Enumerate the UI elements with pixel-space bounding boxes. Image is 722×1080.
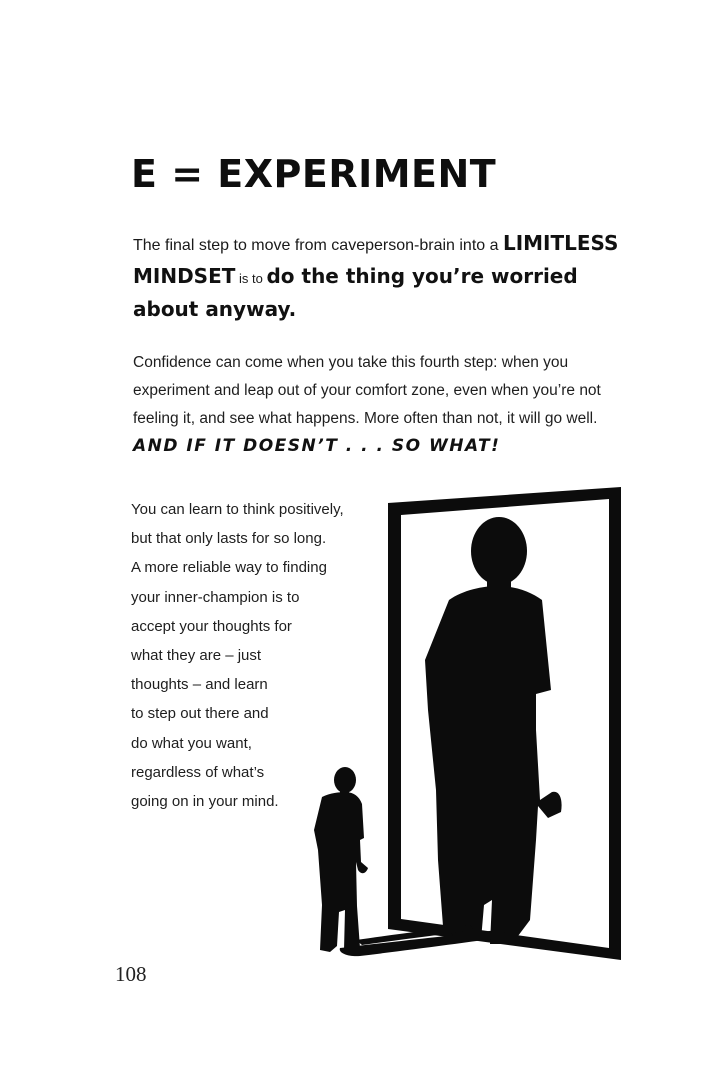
intro-connector: is to (235, 271, 267, 286)
side-text-line: do what you want, (131, 734, 252, 752)
reflection-silhouette (425, 517, 562, 944)
exclamation-line: AND IF IT DOESN’T . . . SO WHAT! (133, 436, 501, 456)
side-text-line: what they are – just (131, 647, 262, 665)
page-number: 108 (115, 962, 147, 986)
body-paragraph: Confidence can come when you take this fourth step: when you experiment and leap out of your comfort zone, even when you’re not feeling it, and see what happens. More often than not, it will go well. (133, 354, 601, 427)
side-text-line: to step out there and (131, 705, 269, 723)
side-text-block (131, 495, 344, 816)
side-text-line: but that only lasts for so long. (131, 530, 327, 548)
floor-shadow (340, 930, 514, 956)
mirror-frame (388, 487, 621, 960)
intro-action: do the thing you’re worried about anyway. (133, 264, 578, 321)
page-title: E = EXPERIMENT (131, 152, 497, 196)
side-text-line: A more reliable way to finding (131, 559, 327, 577)
side-text-line: accept your thoughts for (131, 617, 292, 635)
side-text-line: You can learn to think positively, (131, 501, 344, 518)
side-text-line: regardless of what’s (131, 763, 265, 781)
mindset-term: LIMITLESS MINDSET (133, 231, 619, 288)
side-text-line: thoughts – and learn (131, 676, 268, 694)
side-text-line: your inner-champion is to (131, 588, 300, 606)
intro-lead: The final step to move from caveperson-brain into a (133, 237, 503, 254)
side-text-line: going on in your mind. (131, 793, 279, 811)
intro-paragraph (133, 228, 623, 327)
